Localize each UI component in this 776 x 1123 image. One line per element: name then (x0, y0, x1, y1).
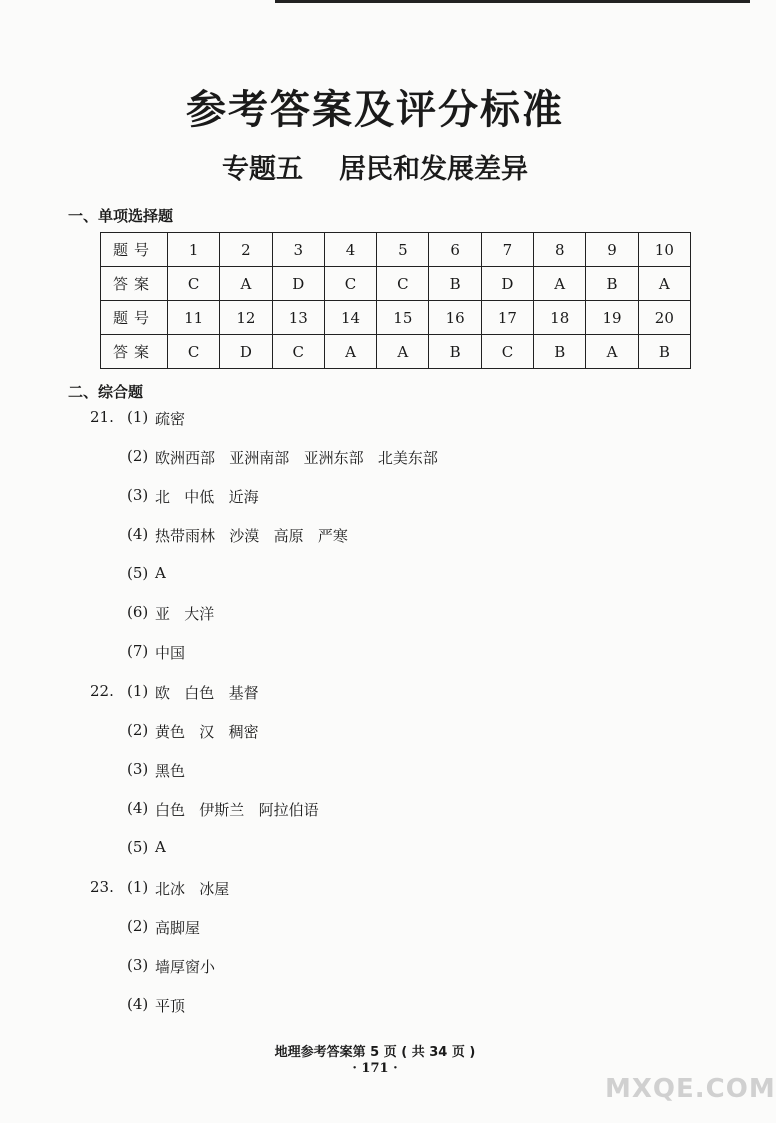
table-row (101, 335, 691, 369)
table-cell: C (377, 267, 429, 301)
table-cell: C (168, 335, 220, 369)
row-header: 题号 (101, 233, 168, 267)
table-cell: C (324, 267, 376, 301)
table-cell: 12 (220, 301, 272, 335)
table-cell: C (168, 267, 220, 301)
table-cell: B (429, 335, 481, 369)
table-cell: 19 (586, 301, 638, 335)
table-cell: 15 (377, 301, 429, 335)
answer-text: 北冰 冰屋 (155, 880, 230, 898)
answer-text: 亚 大洋 (155, 605, 215, 623)
answer-part-label: (7) (127, 642, 149, 660)
row-header: 题号 (101, 301, 168, 335)
table-cell: 5 (377, 233, 429, 267)
row-header: 答案 (101, 267, 168, 301)
answer-part-label: (1) (127, 408, 149, 426)
table-cell: A (220, 267, 272, 301)
answer-part-label: (1) (127, 682, 149, 700)
answer-part-label: (2) (127, 721, 149, 739)
table-cell: C (272, 335, 324, 369)
answer-part-label: (2) (127, 917, 149, 935)
table-cell: A (324, 335, 376, 369)
answer-text: 欧 白色 基督 (155, 684, 259, 702)
table-cell: B (586, 267, 638, 301)
section-heading-comprehensive: 二、综合题 (68, 383, 144, 401)
table-cell: D (481, 267, 533, 301)
answer-text: 高脚屋 (155, 919, 201, 937)
answer-part-label: (3) (127, 486, 149, 504)
answer-text: 北 中低 近海 (155, 488, 259, 506)
answer-part-label: (1) (127, 878, 149, 896)
question-number: 22. (90, 682, 114, 700)
table-cell: D (272, 267, 324, 301)
answer-text: A (155, 838, 166, 856)
table-cell: 11 (168, 301, 220, 335)
table-cell: 20 (638, 301, 690, 335)
answer-part-label: (5) (127, 838, 149, 856)
page-title: 参考答案及评分标准 (186, 86, 564, 133)
table-cell: B (534, 335, 586, 369)
table-cell: 6 (429, 233, 481, 267)
table-cell: D (220, 335, 272, 369)
answer-text: 黄色 汉 稠密 (155, 723, 259, 741)
table-cell: A (586, 335, 638, 369)
table-cell: A (638, 267, 690, 301)
answer-part-label: (6) (127, 603, 149, 621)
answer-text: 平顶 (155, 997, 186, 1015)
answer-part-label: (4) (127, 799, 149, 817)
answer-text: 热带雨林 沙漠 高原 严寒 (155, 527, 348, 545)
table-cell: 7 (481, 233, 533, 267)
answer-part-label: (4) (127, 525, 149, 543)
answer-text: 白色 伊斯兰 阿拉伯语 (155, 801, 319, 819)
table-cell: 14 (324, 301, 376, 335)
answer-text: 黑色 (155, 762, 186, 780)
table-row (101, 233, 691, 267)
page-number: · 171 · (352, 1061, 398, 1076)
watermark-logo: MXQE.COM (605, 1074, 776, 1104)
table-cell: 16 (429, 301, 481, 335)
table-cell: C (481, 335, 533, 369)
answer-text: A (155, 564, 166, 582)
table-cell: 17 (481, 301, 533, 335)
table-cell: A (377, 335, 429, 369)
table-cell: 13 (272, 301, 324, 335)
table-row (101, 301, 691, 335)
table-cell: 3 (272, 233, 324, 267)
table-cell: 18 (534, 301, 586, 335)
table-row (101, 267, 691, 301)
table-cell: B (429, 267, 481, 301)
table-cell: 8 (534, 233, 586, 267)
table-cell: B (638, 335, 690, 369)
answer-part-label: (3) (127, 760, 149, 778)
answer-text: 疏密 (155, 410, 186, 428)
section-heading-choice: 一、单项选择题 (68, 207, 174, 225)
table-cell: 4 (324, 233, 376, 267)
answer-part-label: (4) (127, 995, 149, 1013)
page-subtitle (0, 147, 750, 186)
question-number: 23. (90, 878, 114, 896)
table-cell: 2 (220, 233, 272, 267)
answer-part-label: (3) (127, 956, 149, 974)
answer-text: 墙厚窗小 (155, 958, 216, 976)
answer-part-label: (5) (127, 564, 149, 582)
table-cell: 1 (168, 233, 220, 267)
table-cell: 10 (638, 233, 690, 267)
answer-table (100, 232, 691, 369)
table-cell: A (534, 267, 586, 301)
question-number: 21. (90, 408, 114, 426)
answer-text: 欧洲西部 亚洲南部 亚洲东部 北美东部 (155, 449, 438, 467)
top-rule (275, 0, 750, 3)
topic-label: 专题五 (222, 154, 303, 185)
table-cell: 9 (586, 233, 638, 267)
page-footer: 地理参考答案第 5 页 ( 共 34 页 ) (274, 1045, 476, 1060)
answer-part-label: (2) (127, 447, 149, 465)
answer-text: 中国 (155, 644, 186, 662)
topic-name: 居民和发展差异 (339, 154, 528, 185)
row-header: 答案 (101, 335, 168, 369)
